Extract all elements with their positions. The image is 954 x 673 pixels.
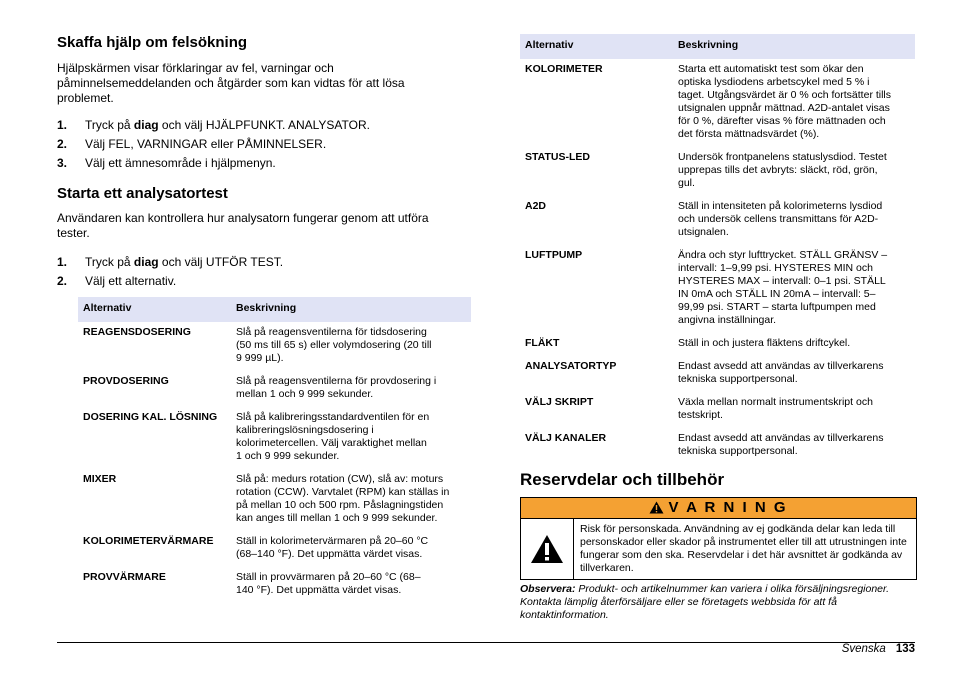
column-header: Beskrivning <box>231 297 471 322</box>
table-row <box>520 333 915 356</box>
step-text: Tryck på <box>85 255 134 269</box>
text-line: IN 0mA och STÄLL IN 20mA – intervall: 5– <box>678 288 876 300</box>
text-line: Slå på reagensventilerna för tidsdosering <box>236 326 427 338</box>
column-header: Alternativ <box>78 297 231 322</box>
warning-header-icon <box>649 500 664 520</box>
text-line: Användaren kan kontrollera hur analysatorn fungerar genom att utföra <box>57 211 429 225</box>
test-options-table-continued <box>520 34 915 464</box>
text-line: och undersök cellens transmittans för A2D- <box>678 213 879 225</box>
step-number: 3. <box>57 156 68 170</box>
text-line: testskript. <box>678 409 723 421</box>
option-name: REAGENSDOSERING <box>83 326 191 338</box>
page-number: 133 <box>895 643 915 655</box>
intro-troubleshooting <box>57 61 405 106</box>
section-heading-troubleshooting: Skaffa hjälp om felsökning <box>57 34 248 51</box>
table-row <box>520 196 915 245</box>
table-row <box>520 428 915 464</box>
text-line: mellan 1 och 9 999 sekunder. <box>236 388 374 400</box>
table-row <box>78 469 471 531</box>
option-name: LUFTPUMP <box>525 249 583 261</box>
table-row <box>78 407 471 469</box>
step-number: 1. <box>57 255 68 269</box>
option-description <box>673 245 915 333</box>
text-line: gul. <box>678 177 695 189</box>
text-line: utsignalen uppnår mättnad. A2D-antalet visas <box>678 102 890 114</box>
option-description <box>673 196 915 245</box>
text-line: Växla mellan normalt instrumentskript och <box>678 396 873 408</box>
option-description <box>673 147 915 196</box>
step-text: Tryck på <box>85 118 134 132</box>
note-label: Observera: <box>520 583 576 595</box>
warning-body <box>521 519 916 579</box>
text-line: Endast avsedd att användas av tillverkarens <box>678 432 884 444</box>
text-line: angivna inställningar. <box>678 314 777 326</box>
option-description <box>673 356 915 392</box>
table-row <box>78 322 471 371</box>
text-line: kolorimetercellen. Välj varaktighet mellan <box>236 437 427 449</box>
text-line: 99,99 psi. START – starta luftpumpen med <box>678 301 876 313</box>
option-description <box>231 407 471 469</box>
step-item <box>57 137 370 156</box>
step-item <box>57 274 283 293</box>
steps-troubleshooting <box>57 118 370 175</box>
step-text: Välj FEL, VARNINGAR eller PÅMINNELSER. <box>85 137 327 151</box>
table-row <box>78 531 471 567</box>
step-number: 1. <box>57 118 68 132</box>
table-header-row <box>520 34 915 59</box>
table-row <box>520 392 915 428</box>
option-name: MIXER <box>83 473 117 485</box>
text-line: tester. <box>57 226 90 240</box>
text-line: Starta ett automatiskt test som ökar den <box>678 63 864 75</box>
step-key: diag <box>133 118 159 132</box>
option-name: KOLORIMETERVÄRMARE <box>83 535 214 547</box>
option-name: A2D <box>525 200 547 212</box>
text-line: taget. Utgångsvärdet är 0 % och fortsätter tills <box>678 89 892 101</box>
step-text: och välj HJÄLPFUNKT. ANALYSATOR. <box>158 118 370 132</box>
text-line: upprepas tills det avbryts: släckt, röd, grön, <box>678 164 878 176</box>
table-row <box>78 371 471 407</box>
text-line: påminnelsemeddelanden och åtgärder som kan vidtas för att lösa <box>57 76 405 90</box>
column-header: Beskrivning <box>673 34 915 59</box>
text-line: kan anges till mellan 1 och 9 999 sekunder. <box>236 512 438 524</box>
text-line: Ställ in kolorimetervärmaren på 20–60 °C <box>236 535 429 547</box>
text-line: Ändra och styr lufttrycket. STÄLL GRÄNSV – <box>678 249 888 261</box>
text-line: intervall: 1–9,99 psi. HYSTERES MIN och <box>678 262 873 274</box>
step-key: diag <box>133 255 159 269</box>
text-line: 1 och 9 999 sekunder. <box>236 450 340 462</box>
page-footer <box>842 643 915 655</box>
option-description <box>231 567 471 603</box>
text-line: på mellan 10 och 500 rpm. Påslagningstiden <box>236 499 444 511</box>
footer-language: Svenska <box>841 643 886 655</box>
text-line: för 0 %, därefter visas % före mättnaden och <box>678 115 886 127</box>
note-paragraph <box>520 583 920 622</box>
text-line: Undersök frontpanelens statuslysdiod. Testet <box>678 151 887 163</box>
text-line: problemet. <box>57 91 114 105</box>
step-number: 2. <box>57 274 68 288</box>
text-line: Produkt- och artikelnummer kan variera i olika försäljningsregioner. <box>575 583 890 595</box>
warning-text <box>574 519 916 579</box>
text-line: utsignalen. <box>678 226 729 238</box>
option-name: DOSERING KAL. LÖSNING <box>83 411 218 423</box>
option-description <box>231 322 471 371</box>
text-line: 140 °F). Det uppmätta värdet visas. <box>236 584 402 596</box>
text-line: det första mättnadsvärdet (%). <box>678 128 820 140</box>
text-line: personskador eller skador på instrumentet eller till att utrustningen inte <box>580 536 907 548</box>
text-line: kontaktinformation. <box>520 609 609 621</box>
step-text: och välj UTFÖR TEST. <box>158 255 284 269</box>
option-name: FLÄKT <box>525 337 560 349</box>
text-line: Ställ in och justera fläktens driftcykel. <box>678 337 851 349</box>
text-line: tekniska supportpersonal. <box>678 445 798 457</box>
option-description <box>231 531 471 567</box>
option-name: PROVDOSERING <box>83 375 169 387</box>
option-description <box>673 59 915 147</box>
column-header: Alternativ <box>520 34 673 59</box>
test-options-table <box>78 297 471 603</box>
text-line: Ställ in intensiteten på kolorimeterns lysdiod <box>678 200 883 212</box>
text-line: kalibreringslösningsdosering i <box>236 424 374 436</box>
step-number: 2. <box>57 137 68 151</box>
step-text: Välj ett ämnesområde i hjälpmenyn. <box>85 156 276 170</box>
option-name: VÄLJ KANALER <box>525 432 607 444</box>
option-description <box>673 428 915 464</box>
text-line: Hjälpskärmen visar förklaringar av fel, varningar och <box>57 61 334 75</box>
text-line: Risk för personskada. Användning av ej godkända delar kan leda till <box>580 523 896 535</box>
section-heading-analyzer-test: Starta ett analysatortest <box>57 185 228 202</box>
table-row <box>520 356 915 392</box>
option-name: ANALYSATORTYP <box>525 360 617 372</box>
table-row <box>520 59 915 147</box>
text-line: optiska lysdiodens arbetscykel med 5 % i <box>678 76 870 88</box>
text-line: Kontakta lämplig återförsäljare eller se företagets webbsida för att få <box>520 596 837 608</box>
table-row <box>520 245 915 333</box>
text-line: Slå på: medurs rotation (CW), slå av: moturs <box>236 473 444 485</box>
warning-header <box>521 498 916 519</box>
text-line: Ställ in provvärmaren på 20–60 °C (68– <box>236 571 421 583</box>
text-line: Slå på reagensventilerna för provdosering i <box>236 375 437 387</box>
steps-analyzer-test <box>57 255 283 293</box>
option-name: STATUS-LED <box>525 151 590 163</box>
step-item <box>57 255 283 274</box>
option-description <box>673 392 915 428</box>
step-text: Välj ett alternativ. <box>85 274 177 288</box>
text-line: Endast avsedd att användas av tillverkarens <box>678 360 884 372</box>
warning-title: V A R N I N G <box>668 499 788 516</box>
text-line: HYSTERES MAX – intervall: 0–1 psi. STÄLL <box>678 275 886 287</box>
text-line: tillverkaren. <box>580 562 634 574</box>
option-name: PROVVÄRMARE <box>83 571 166 583</box>
option-description <box>231 371 471 407</box>
option-name: VÄLJ SKRIPT <box>525 396 594 408</box>
text-line: rotation (CCW). Varvtalet (RPM) kan ställas in <box>236 486 450 498</box>
text-line: fungerar som den ska. Reservdelar i det här avsnittet är godkända av <box>580 549 903 561</box>
option-description <box>673 333 915 356</box>
text-line: 9 999 µL). <box>236 352 284 364</box>
text-line: tekniska supportpersonal. <box>678 373 798 385</box>
step-item <box>57 156 370 175</box>
option-description <box>231 469 471 531</box>
exclamation-triangle-icon <box>521 519 574 579</box>
option-name: KOLORIMETER <box>525 63 603 75</box>
table-header-row <box>78 297 471 322</box>
step-item <box>57 118 370 137</box>
table-row <box>520 147 915 196</box>
intro-analyzer-test <box>57 211 429 241</box>
text-line: Slå på kalibreringsstandardventilen för en <box>236 411 430 423</box>
text-line: (50 ms till 65 s) eller volymdosering (20 till <box>236 339 432 351</box>
table-row <box>78 567 471 603</box>
section-heading-spare-parts: Reservdelar och tillbehör <box>520 470 725 489</box>
text-line: (68–140 °F). Det uppmätta värdet visas. <box>236 548 423 560</box>
footer-divider <box>57 642 915 643</box>
warning-box <box>520 497 917 580</box>
